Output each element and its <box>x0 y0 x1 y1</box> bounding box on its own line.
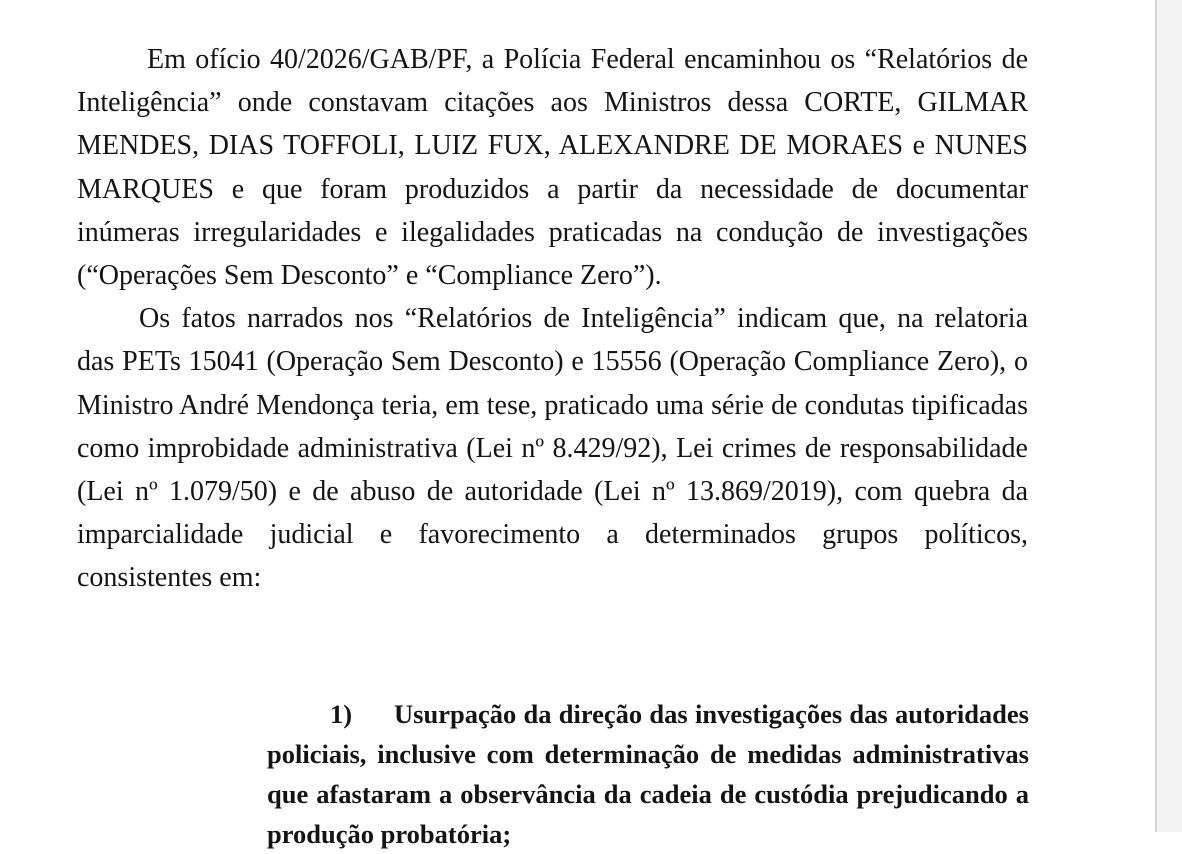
paragraph-fatos-narrados: Os fatos narrados nos “Relatórios de Inteligência” indicam que, na relatoria das PETs 15041 (Operação Sem Desconto) e 15556 (Operação Compliance Zero), o Ministro André Mendonça teria, em tese, praticado uma série de condutas tipificadas como improbidade administrativa (Lei nº 8.429/92), Lei crimes de responsabilidade (Lei nº 1.079/50) e de abuso de autoridade (Lei nº 13.869/2019), com quebra da imparcialidade judicial e favorecimento a determinados grupos políticos, consistentes em: <box>77 303 1028 594</box>
scroll-gutter[interactable] <box>1157 0 1182 832</box>
numbered-list <box>267 694 1029 854</box>
list-item-number: 1) <box>330 699 353 729</box>
document-body <box>77 38 1028 600</box>
list-item-text: Usurpação da direção das investigações das autoridades policiais, inclusive com determinação de medidas administrativas que afastaram a observância da cadeia de custódia prejudicando a produção probatória; <box>267 699 1029 849</box>
list-item <box>267 694 1029 854</box>
paragraph-oficio: Em ofício 40/2026/GAB/PF, a Polícia Federal encaminhou os “Relatórios de Inteligência” onde constavam citações aos Ministros dessa CORTE, GILMAR MENDES, DIAS TOFFOLI, LUIZ FUX, ALEXANDRE DE MORAES e NUNES MARQUES e que foram produzidos a partir da necessidade de documentar inúmeras irregularidades e ilegalidades praticadas na condução de investigações (“Operações Sem Desconto” e “Compliance Zero”). <box>77 44 1028 292</box>
